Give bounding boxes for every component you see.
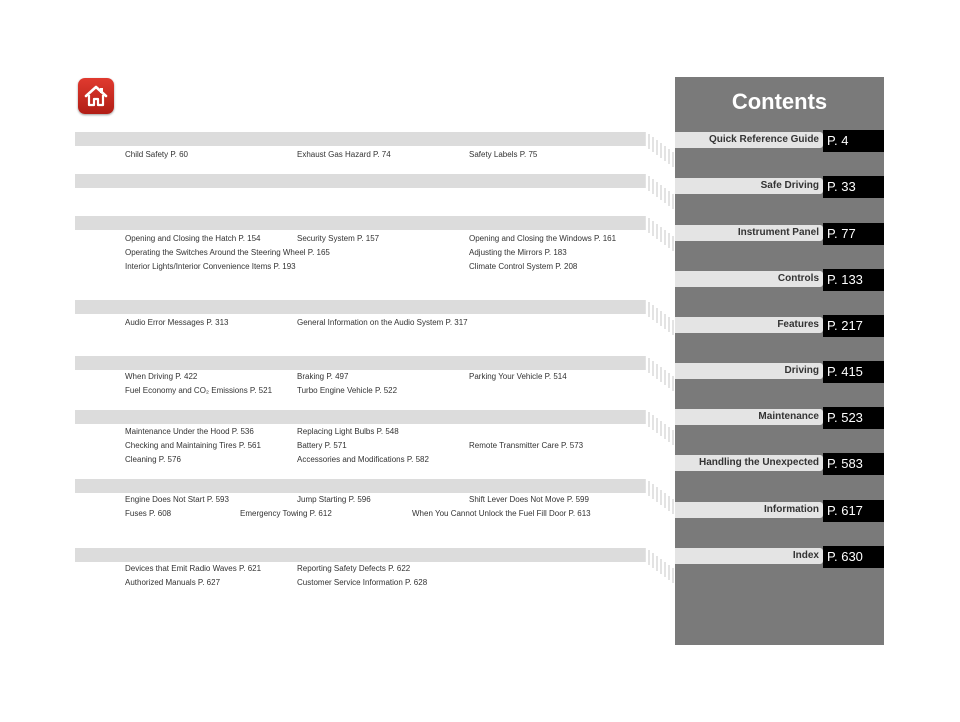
toc-link[interactable]: Remote Transmitter Care P. 573 (469, 441, 584, 450)
section-band[interactable] (75, 174, 645, 188)
section-band[interactable] (75, 300, 645, 314)
toc-link[interactable]: Opening and Closing the Windows P. 161 (469, 234, 617, 243)
tab-page-number: P. 617 (823, 500, 884, 522)
tab-label: Maintenance (675, 409, 823, 425)
tab-information[interactable] (675, 500, 884, 522)
tab-page-number: P. 33 (823, 176, 884, 198)
tab-page-number: P. 415 (823, 361, 884, 383)
toc-link[interactable]: Devices that Emit Radio Waves P. 621 (125, 564, 262, 573)
toc-link[interactable]: Operating the Switches Around the Steering Wheel P. 165 (125, 248, 330, 257)
toc-link[interactable]: Adjusting the Mirrors P. 183 (469, 248, 567, 257)
tab-safe-driving[interactable] (675, 176, 884, 198)
toc-link[interactable]: Battery P. 571 (297, 441, 347, 450)
toc-link[interactable]: Jump Starting P. 596 (297, 495, 371, 504)
toc-link[interactable]: Maintenance Under the Hood P. 536 (125, 427, 254, 436)
tab-page-number: P. 523 (823, 407, 884, 429)
tab-page-number: P. 217 (823, 315, 884, 337)
toc-link[interactable]: General Information on the Audio System P. 317 (297, 318, 468, 327)
toc-link[interactable]: Checking and Maintaining Tires P. 561 (125, 441, 261, 450)
section-band[interactable] (75, 216, 645, 230)
tab-page-number: P. 133 (823, 269, 884, 291)
tab-label: Index (675, 548, 823, 564)
page-title: Contents (731, 89, 828, 114)
tab-features[interactable] (675, 315, 884, 337)
toc-link[interactable]: When Driving P. 422 (125, 372, 198, 381)
toc-link[interactable]: Fuel Economy and CO₂ Emissions P. 521 (125, 386, 273, 395)
toc-link[interactable]: Customer Service Information P. 628 (297, 578, 428, 587)
tab-driving[interactable] (675, 361, 884, 383)
toc-link[interactable]: Reporting Safety Defects P. 622 (297, 564, 411, 573)
tab-page-number: P. 77 (823, 223, 884, 245)
section-band[interactable] (75, 356, 645, 370)
toc-link[interactable]: Cleaning P. 576 (125, 455, 181, 464)
toc-link[interactable]: Exhaust Gas Hazard P. 74 (297, 150, 391, 159)
toc-link[interactable]: Safety Labels P. 75 (469, 150, 538, 159)
tab-page-number: P. 630 (823, 546, 884, 568)
toc-link[interactable]: Shift Lever Does Not Move P. 599 (469, 495, 589, 504)
toc-link[interactable]: Interior Lights/Interior Convenience Items P. 193 (125, 262, 296, 271)
toc-link[interactable]: Climate Control System P. 208 (469, 262, 578, 271)
home-icon (83, 83, 109, 109)
contents-panel (675, 77, 884, 645)
toc-link[interactable]: Authorized Manuals P. 627 (125, 578, 221, 587)
toc-link[interactable]: Replacing Light Bulbs P. 548 (297, 427, 399, 436)
tab-instrument-panel[interactable] (675, 223, 884, 245)
section-band[interactable] (75, 132, 645, 146)
toc-link[interactable]: Security System P. 157 (297, 234, 380, 243)
tab-label: Handling the Unexpected (675, 455, 823, 471)
toc-link[interactable]: Fuses P. 608 (125, 509, 172, 518)
tab-label: Features (675, 317, 823, 333)
tab-label: Quick Reference Guide (675, 132, 823, 148)
tab-label: Driving (675, 363, 823, 379)
toc-link[interactable]: Engine Does Not Start P. 593 (125, 495, 229, 504)
tab-page-number: P. 4 (823, 130, 884, 152)
tab-label: Controls (675, 271, 823, 287)
toc-link[interactable]: Opening and Closing the Hatch P. 154 (125, 234, 261, 243)
toc-link[interactable]: Accessories and Modifications P. 582 (297, 455, 429, 464)
toc-link[interactable]: Turbo Engine Vehicle P. 522 (297, 386, 398, 395)
tab-handling-the-unexpected[interactable] (675, 453, 884, 475)
tab-index[interactable] (675, 546, 884, 568)
tab-label: Information (675, 502, 823, 518)
tab-maintenance[interactable] (675, 407, 884, 429)
toc-link[interactable]: When You Cannot Unlock the Fuel Fill Door P. 613 (412, 509, 591, 518)
toc-link[interactable]: Child Safety P. 60 (125, 150, 189, 159)
tab-label: Instrument Panel (675, 225, 823, 241)
section-band[interactable] (75, 548, 645, 562)
section-band[interactable] (75, 410, 645, 424)
tab-page-number: P. 583 (823, 453, 884, 475)
tab-controls[interactable] (675, 269, 884, 291)
tab-quick-reference-guide[interactable] (675, 130, 884, 152)
toc-link[interactable]: Braking P. 497 (297, 372, 349, 381)
toc-link[interactable]: Parking Your Vehicle P. 514 (469, 372, 567, 381)
toc-link[interactable]: Emergency Towing P. 612 (240, 509, 332, 518)
section-band[interactable] (75, 479, 645, 493)
home-button[interactable] (78, 78, 114, 114)
toc-link[interactable]: Audio Error Messages P. 313 (125, 318, 229, 327)
tab-label: Safe Driving (675, 178, 823, 194)
